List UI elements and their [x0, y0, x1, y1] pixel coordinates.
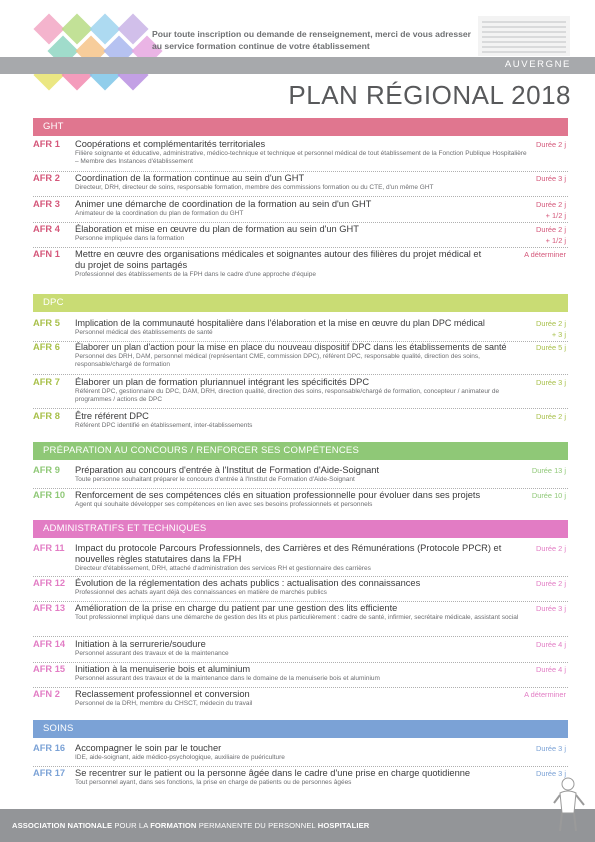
- divider: [33, 687, 568, 688]
- course-code: AFR 4: [33, 224, 60, 234]
- course-audience: Personne impliquée dans la formation: [75, 235, 185, 242]
- list-item[interactable]: [33, 689, 568, 711]
- section-concours: PRÉPARATION AU CONCOURS / RENFORCER SES COMPÉTENCES: [33, 442, 568, 460]
- course-duration: Durée 3 j: [536, 174, 566, 183]
- course-title: Se recentrer sur le patient ou la personne âgée dans le cadre d'une prise en charge quotidienne: [75, 768, 471, 778]
- course-audience: Personnel médical des établissements de santé: [75, 329, 213, 336]
- course-duration: Durée 2 j: [536, 140, 566, 149]
- course-duration: [536, 318, 566, 340]
- duration-main: Durée 2 j: [536, 319, 566, 328]
- course-duration: Durée 3 j: [536, 769, 566, 778]
- course-audience: Filière soignante et éducative, administrative, médico-technique et technique et personnel médical de tout établissement de la Fonction Publique Hospitalière – Membre des Instances d'établissement: [75, 150, 527, 166]
- list-item[interactable]: [33, 743, 568, 767]
- list-item[interactable]: [33, 139, 568, 171]
- footer-part: FORMATION: [150, 821, 197, 830]
- divider: [33, 636, 568, 637]
- course-duration: Durée 4 j: [536, 665, 566, 674]
- course-audience: Directeur d'établissement, DRH, attaché d'administration des services RH et gestionnaire des carrières: [75, 565, 371, 572]
- list-item[interactable]: [33, 318, 568, 342]
- course-audience: Professionnel des établissements de la FPH dans le cadre d'une approche d'équipe: [75, 271, 316, 278]
- course-duration: Durée 3 j: [536, 744, 566, 753]
- course-duration: Durée 2 j: [536, 544, 566, 553]
- course-title: Préparation au concours d'entrée à l'Institut de Formation d'Aide-Soignant: [75, 465, 380, 475]
- footer-part: HOSPITALIER: [317, 821, 370, 830]
- list-item[interactable]: [33, 342, 568, 374]
- anfh-logo: [478, 16, 570, 56]
- course-duration: Durée 5 j: [536, 343, 566, 352]
- course-title: Évolution de la réglementation des achats publics : actualisation des connaissances: [75, 578, 421, 588]
- divider: [33, 488, 568, 489]
- region-label: AUVERGNE: [504, 59, 571, 70]
- course-audience: IDE, aide-soignant, aide médico-psychologique, auxiliaire de puériculture: [75, 754, 285, 761]
- divider: [33, 247, 568, 248]
- footer-part: POUR LA: [114, 821, 148, 830]
- course-title: Coopérations et complémentarités territoriales: [75, 139, 266, 149]
- list-item[interactable]: [33, 249, 568, 285]
- course-audience: Agent qui souhaite développer ses compétences en lien avec ses besoins professionnels et personnels: [75, 501, 373, 508]
- course-title: Animer une démarche de coordination de la formation au sein d'un GHT: [75, 199, 372, 209]
- list-item[interactable]: [33, 639, 568, 663]
- course-code: AFR 13: [33, 603, 66, 613]
- course-title: Élaborer un plan d'action pour la mise en place du nouveau dispositif DPC dans les établissements de santé: [75, 342, 507, 352]
- course-audience: Référent DPC identifié en établissement, inter-établissements: [75, 422, 253, 429]
- course-duration: Durée 2 j: [536, 579, 566, 588]
- course-code: AFR 7: [33, 377, 60, 387]
- course-duration: [536, 224, 566, 246]
- divider: [33, 222, 568, 223]
- course-duration: A déterminer: [524, 250, 566, 259]
- course-code: AFR 2: [33, 173, 60, 183]
- page-title: PLAN RÉGIONAL 2018: [288, 80, 571, 110]
- course-code: AFR 6: [33, 342, 60, 352]
- list-item[interactable]: [33, 543, 568, 577]
- course-code: AFR 5: [33, 318, 60, 328]
- list-item[interactable]: [33, 224, 568, 248]
- course-code: AFR 14: [33, 639, 66, 649]
- course-title: Coordination de la formation continue au sein d'un GHT: [75, 173, 305, 183]
- section-ght: GHT: [33, 118, 568, 136]
- course-audience: Personnel de la DRH, membre du CHSCT, médecin du travail: [75, 700, 253, 707]
- course-duration: Durée 4 j: [536, 640, 566, 649]
- course-title: Initiation à la menuiserie bois et aluminium: [75, 664, 251, 674]
- list-item[interactable]: [33, 664, 568, 688]
- list-item[interactable]: [33, 578, 568, 602]
- course-title: Amélioration de la prise en charge du patient par une gestion des lits efficiente: [75, 603, 398, 613]
- footer-part: PERMANENTE DU PERSONNEL: [198, 821, 316, 830]
- course-title: Renforcement de ses compétences clés en situation professionnelle pour évoluer dans ses projets: [75, 490, 481, 500]
- course-code: AFR 10: [33, 490, 66, 500]
- course-title: Être référent DPC: [75, 411, 149, 421]
- divider: [33, 196, 568, 197]
- duration-extra: + 3 j: [551, 330, 566, 339]
- divider: [33, 601, 568, 602]
- divider: [33, 766, 568, 767]
- course-audience: Directeur, DRH, directeur de soins, responsable formation, membre des commissions formation ou du CTE, d'un même GHT: [75, 184, 434, 191]
- course-title: Élaborer un plan de formation pluriannuel intégrant les spécificités DPC: [75, 377, 370, 387]
- list-item[interactable]: [33, 377, 568, 408]
- list-item[interactable]: [33, 173, 568, 197]
- course-audience: Référent DPC, gestionnaire du DPC, DAM, DRH, direction qualité, direction des soins, responsable/chargé de formation, concepteur / animateur de programmes / actions de DPC: [75, 388, 500, 404]
- course-audience: Personnel assurant des travaux et de la maintenance: [75, 650, 229, 657]
- course-code: AFR 8: [33, 411, 60, 421]
- course-code: AFN 2: [33, 689, 60, 699]
- divider: [33, 408, 568, 409]
- course-audience: Toute personne souhaitant préparer le concours d'entrée à l'Institut de Formation d'Aide-Soignant: [75, 476, 355, 483]
- course-duration: Durée 3 j: [536, 378, 566, 387]
- course-title: Implication de la communauté hospitalière dans l'élaboration et la mise en œuvre du plan DPC médical: [75, 318, 485, 328]
- course-code: AFR 17: [33, 768, 66, 778]
- list-item[interactable]: [33, 465, 568, 489]
- figure-mascot-icon: [548, 775, 588, 835]
- course-title: Impact du protocole Parcours Professionnels, des Carrières et des Rémunérations (Protocole PPCR) et nouvelles règles statutaires dans la FPH: [75, 543, 502, 564]
- list-item[interactable]: [33, 199, 568, 223]
- region-bar: [0, 57, 595, 74]
- course-audience: Tout professionnel impliqué dans une démarche de gestion des lits et plus particulièrement : cadre de santé, infirmier, secrétaire médicale, assistant social: [75, 614, 519, 621]
- duration-extra: + 1/2 j: [545, 211, 566, 220]
- section-administratifs: ADMINISTRATIFS ET TECHNIQUES: [33, 520, 568, 538]
- course-duration: A déterminer: [524, 690, 566, 699]
- course-title: Mettre en œuvre des organisations médicales et soignantes autour des filières du projet médical et du projet de soins partagés: [75, 249, 482, 270]
- course-audience: Professionnel des achats ayant déjà des connaissances en matière de marchés publics: [75, 589, 327, 596]
- duration-main: Durée 2 j: [536, 200, 566, 209]
- course-code: AFR 3: [33, 199, 60, 209]
- divider: [33, 662, 568, 663]
- intro-text: Pour toute inscription ou demande de renseignement, merci de vous adresser au service formation continue de votre établissement: [152, 29, 472, 51]
- course-title: Reclassement professionnel et conversion: [75, 689, 250, 699]
- list-item[interactable]: [33, 490, 568, 512]
- page-header: [0, 0, 595, 110]
- course-duration: Durée 13 j: [531, 466, 566, 475]
- footer: [0, 809, 595, 842]
- course-code: AFR 9: [33, 465, 60, 475]
- course-code: AFR 12: [33, 578, 66, 588]
- course-duration: Durée 3 j: [536, 604, 566, 613]
- section-soins: SOINS: [33, 720, 568, 738]
- course-title: Initiation à la serrurerie/soudure: [75, 639, 206, 649]
- course-duration: Durée 2 j: [536, 412, 566, 421]
- course-code: AFR 1: [33, 139, 60, 149]
- section-dpc: DPC: [33, 294, 568, 312]
- course-audience: Animateur de la coordination du plan de formation du GHT: [75, 210, 244, 217]
- divider: [33, 374, 568, 375]
- divider: [33, 576, 568, 577]
- course-duration: Durée 10 j: [531, 491, 566, 500]
- duration-extra: + 1/2 j: [545, 236, 566, 245]
- divider: [33, 171, 568, 172]
- duration-main: Durée 2 j: [536, 225, 566, 234]
- course-code: AFN 1: [33, 249, 60, 259]
- course-duration: [536, 199, 566, 221]
- course-title: Élaboration et mise en œuvre du plan de formation au sein d'un GHT: [75, 224, 359, 234]
- course-code: AFR 15: [33, 664, 66, 674]
- list-item[interactable]: [33, 768, 568, 792]
- course-audience: Personnel des DRH, DAM, personnel médical (représentant CME, commission DPC), référent DPC, responsable qualité, direction des soins, responsable/chargé de formation: [75, 353, 480, 369]
- course-code: AFR 16: [33, 743, 66, 753]
- list-item[interactable]: [33, 603, 568, 637]
- list-item[interactable]: [33, 411, 568, 433]
- course-audience: Personnel assurant des travaux et de la maintenance dans le domaine de la menuiserie bois et aluminium: [75, 675, 380, 682]
- course-audience: Tout personnel ayant, dans ses fonctions, la prise en charge de patients ou de personnes âgées: [75, 779, 352, 786]
- course-title: Accompagner le soin par le toucher: [75, 743, 222, 753]
- footer-part: ASSOCIATION NATIONALE: [12, 821, 113, 830]
- course-code: AFR 11: [33, 543, 65, 553]
- footer-text: [12, 821, 369, 830]
